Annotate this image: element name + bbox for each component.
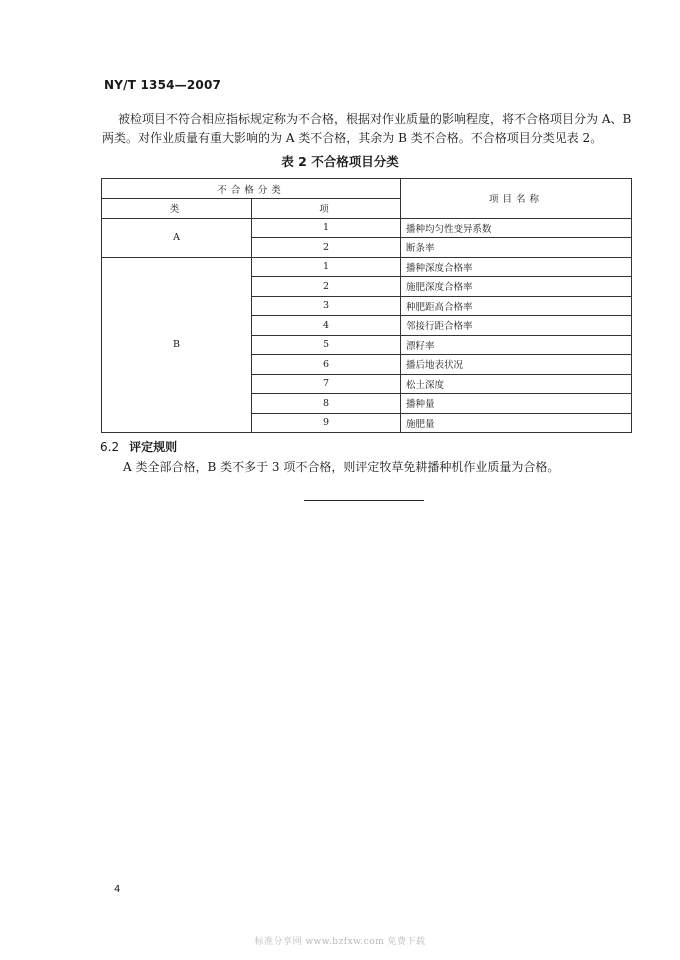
intro-paragraph	[102, 110, 642, 148]
section-number: 6.2	[100, 440, 120, 454]
intro-line-1: 被检项目不符合相应指标规定称为不合格，根据对作业质量的影响程度，将不合格项目分为 A、B	[118, 112, 632, 126]
header-class: 类	[102, 199, 252, 219]
item-name-cell: 播种量	[401, 394, 632, 414]
item-number-cell: 8	[252, 394, 401, 414]
standard-code: NY/T 1354—2007	[104, 78, 222, 92]
class-cell: A	[102, 218, 252, 257]
item-number-cell: 1	[252, 218, 401, 238]
section-heading	[100, 438, 177, 455]
item-number-cell: 9	[252, 413, 401, 433]
intro-line-2: 两类。对作业质量有重大影响的为 A 类不合格，其余为 B 类不合格。不合格项目分类见表 2。	[102, 131, 603, 145]
class-cell: B	[102, 257, 252, 433]
header-item: 项	[252, 199, 401, 219]
item-name-cell: 邻接行距合格率	[401, 316, 632, 336]
page-number: 4	[114, 884, 121, 895]
item-number-cell: 2	[252, 238, 401, 258]
item-number-cell: 3	[252, 296, 401, 316]
item-number-cell: 5	[252, 335, 401, 355]
item-number-cell: 2	[252, 277, 401, 297]
item-name-cell: 播种均匀性变异系数	[401, 218, 632, 238]
item-name-cell: 种肥距高合格率	[401, 296, 632, 316]
item-name-cell: 播种深度合格率	[401, 257, 632, 277]
item-name-cell: 施肥深度合格率	[401, 277, 632, 297]
item-number-cell: 1	[252, 257, 401, 277]
item-name-cell: 播后地表状况	[401, 355, 632, 375]
header-defect-classification: 不合格分类	[102, 179, 401, 199]
end-rule	[304, 500, 424, 501]
item-name-cell: 施肥量	[401, 413, 632, 433]
watermark: 标准分享网 www.bzfxw.com 免费下载	[254, 937, 426, 947]
header-item-name: 项目名称	[401, 179, 632, 219]
table-row	[102, 257, 632, 277]
section-title: 评定规则	[129, 440, 178, 454]
item-name-cell: 漂籽率	[401, 335, 632, 355]
table-row	[102, 218, 632, 238]
evaluation-rule-text: A 类全部合格，B 类不多于 3 项不合格，则评定牧草免耕播种机作业质量为合格。	[123, 460, 560, 474]
item-number-cell: 4	[252, 316, 401, 336]
table-title: 表 2 不合格项目分类	[281, 154, 399, 169]
defect-classification-table	[101, 178, 632, 433]
item-number-cell: 6	[252, 355, 401, 375]
item-number-cell: 7	[252, 374, 401, 394]
item-name-cell: 断条率	[401, 238, 632, 258]
item-name-cell: 松土深度	[401, 374, 632, 394]
